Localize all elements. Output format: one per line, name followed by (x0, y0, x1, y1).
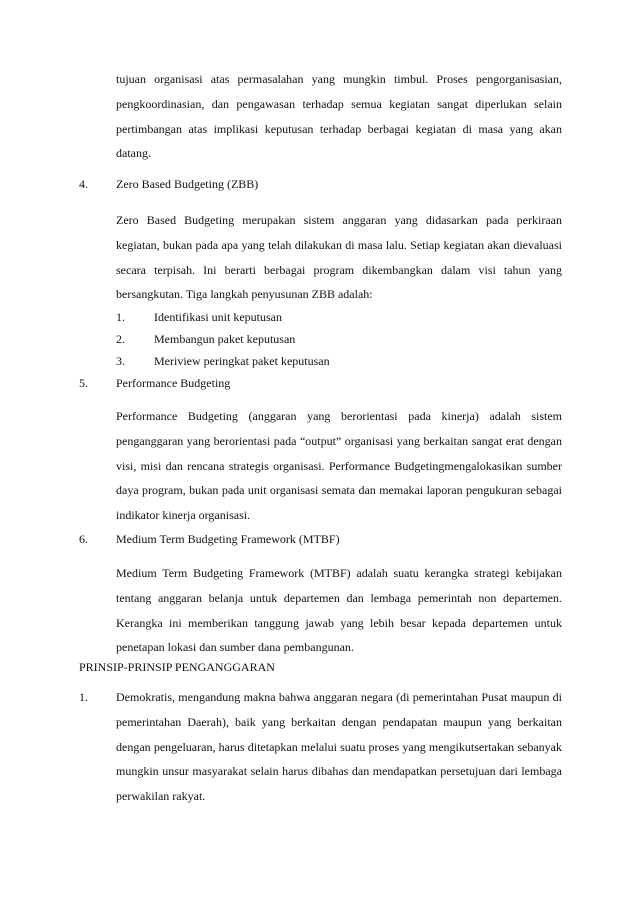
item-title-mtbf: Medium Term Budgeting Framework (MTBF) (116, 532, 340, 546)
zbb-step-number-3: 3. (116, 354, 125, 368)
item-number-zbb: 4. (79, 177, 88, 191)
performance-paragraph: Performance Budgeting (anggaran yang berorientasi pada kinerja) adalah sistem penganggaran yang berorientasi pada “output” organisasi yang berkaitan sangat erat dengan visi, misi dan rencana strategis organisasi. Performance Budgetingmengalokasikan sumber daya program, bukan pada unit organisasi semata dan memakai laporan pengukuran sebagai indikator kinerja organisasi. (116, 409, 562, 523)
intro-paragraph: tujuan organisasi atas permasalahan yang mungkin timbul. Proses pengorganisasian, pengkoordinasian, dan pengawasan terhadap semua kegiatan sangat diperlukan selain pertimbangan atas implikasi keputusan terhadap berbagai kegiatan di masa yang akan datang. (116, 72, 562, 161)
zbb-step-number-1: 1. (116, 310, 125, 324)
section-heading: PRINSIP-PRINSIP PENGANGGARAN (79, 660, 275, 674)
item-number-performance: 5. (79, 376, 88, 390)
item-title-zbb: Zero Based Budgeting (ZBB) (116, 177, 259, 191)
mtbf-paragraph: Medium Term Budgeting Framework (MTBF) adalah suatu kerangka strategi kebijakan tentang anggaran belanja untuk departemen dan lembaga pemerintah non departemen. Kerangka ini memberikan tanggung jawab yang lebih besar kepada departemen untuk penetapan lokasi dan sumber dana pembangunan. (116, 566, 562, 655)
item-number-mtbf: 6. (79, 532, 88, 546)
zbb-paragraph: Zero Based Budgeting merupakan sistem anggaran yang didasarkan pada perkiraan kegiatan, bukan pada apa yang telah dilakukan di masa lalu. Setiap kegiatan akan dievaluasi secara terpisah. Ini berarti berbagai program dikembangkan dalam visi tahun yang bersangkutan. Tiga langkah penyusunan ZBB adalah: (116, 213, 562, 302)
demokratis-paragraph: Demokratis, mengandung makna bahwa anggaran negara (di pemerintahan Pusat maupun di pemerintahan Daerah), baik yang berkaitan dengan pendapatan maupun yang berkaitan dengan pengeluaran, harus ditetapkan melalui suatu proses yang mengikutsertakan sebanyak mungkin unsur masyarakat selain harus dibahas dan mendapatkan persetujuan dari lembaga perwakilan rakyat. (116, 690, 562, 804)
item-number-demokratis: 1. (79, 690, 88, 704)
zbb-step-text-2: Membangun paket keputusan (154, 332, 296, 346)
zbb-step-text-3: Meriview peringkat paket keputusan (154, 354, 330, 368)
zbb-step-number-2: 2. (116, 332, 125, 346)
item-title-performance: Performance Budgeting (116, 376, 231, 390)
zbb-step-text-1: Identifikasi unit keputusan (154, 310, 282, 324)
